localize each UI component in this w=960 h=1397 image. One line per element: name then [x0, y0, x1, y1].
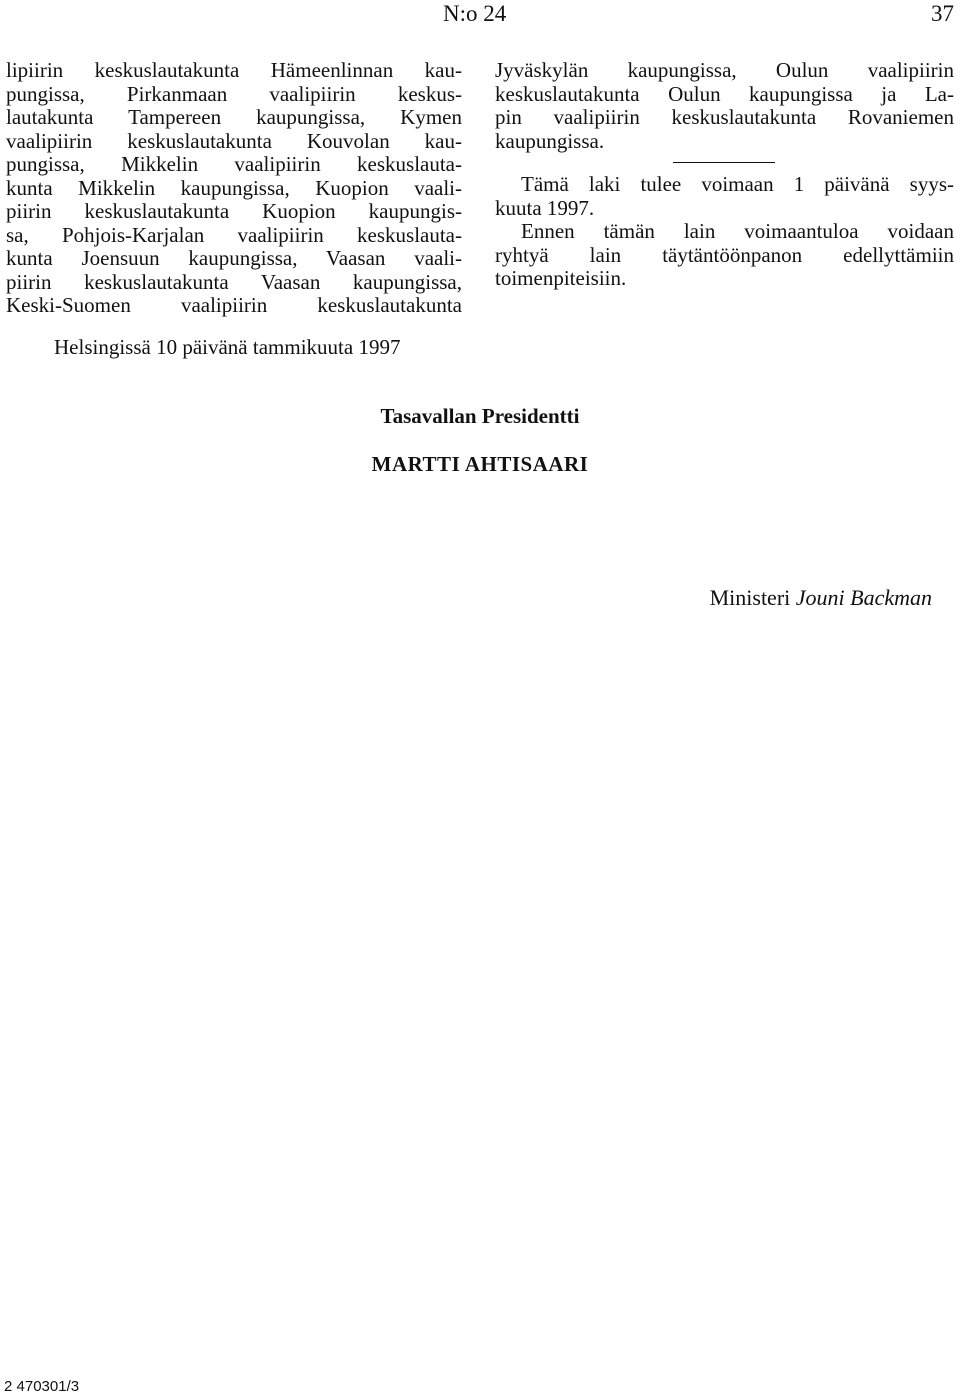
text-line: kaupungissa. — [495, 128, 605, 153]
text-line: kunta Joensuun kaupungissa, Vaasan vaali- — [6, 246, 462, 270]
minister-name: Jouni Backman — [795, 585, 932, 610]
paragraph-area-list-end — [495, 59, 954, 153]
text-line: pungissa, Mikkelin vaalipiirin keskuslauta- — [6, 152, 462, 176]
text-line: Keski-Suomen vaalipiirin keskuslautakunta — [6, 293, 462, 317]
document-number: N:o 24 — [443, 1, 507, 26]
president-title: Tasavallan Presidentti — [380, 404, 580, 428]
text-line: sa, Pohjois-Karjalan vaalipiirin keskuslauta- — [6, 222, 462, 247]
text-line: piirin keskuslautakunta Kuopion kaupungis- — [6, 199, 462, 223]
text-line: pungissa, Pirkanmaan vaalipiirin keskus- — [6, 81, 462, 106]
minister-signature — [710, 585, 932, 611]
text-line: toimenpiteisiin. — [495, 266, 627, 290]
text-line: Jyväskylän kaupungissa, Oulun vaalipiirin — [495, 58, 954, 82]
section-divider — [673, 162, 775, 163]
paragraph-preparatory-measures — [495, 220, 954, 291]
right-column-text — [495, 59, 954, 291]
text-line: lipiirin keskuslautakunta Hämeenlinnan kau- — [6, 58, 462, 82]
text-line: Ennen tämän lain voimaantuloa voidaan — [521, 219, 954, 243]
minister-prefix: Ministeri — [709, 585, 791, 610]
text-line: ryhtyä lain täytäntöönpanon edellyttämiin — [495, 242, 954, 267]
text-line: vaalipiirin keskuslautakunta Kouvolan kau- — [6, 128, 462, 153]
left-column-text — [6, 59, 462, 318]
president-name: MARTTI AHTISAARI — [371, 452, 589, 476]
page-number: 37 — [931, 1, 954, 26]
text-line: kuuta 1997. — [495, 195, 595, 220]
text-line: piirin keskuslautakunta Vaasan kaupungissa, — [6, 269, 462, 294]
text-line: lautakunta Tampereen kaupungissa, Kymen — [6, 105, 462, 129]
text-line: keskuslautakunta Oulun kaupungissa ja La- — [495, 81, 954, 106]
signing-date-line: Helsingissä 10 päivänä tammikuuta 1997 — [54, 335, 401, 359]
print-code: 2 470301/3 — [4, 1378, 80, 1395]
text-line: pin vaalipiirin keskuslautakunta Rovaniemen — [495, 105, 954, 129]
text-line: kunta Mikkelin kaupungissa, Kuopion vaali- — [6, 175, 462, 200]
text-line: Tämä laki tulee voimaan 1 päivänä syys- — [521, 172, 954, 196]
paragraph-entry-into-force — [495, 173, 954, 220]
